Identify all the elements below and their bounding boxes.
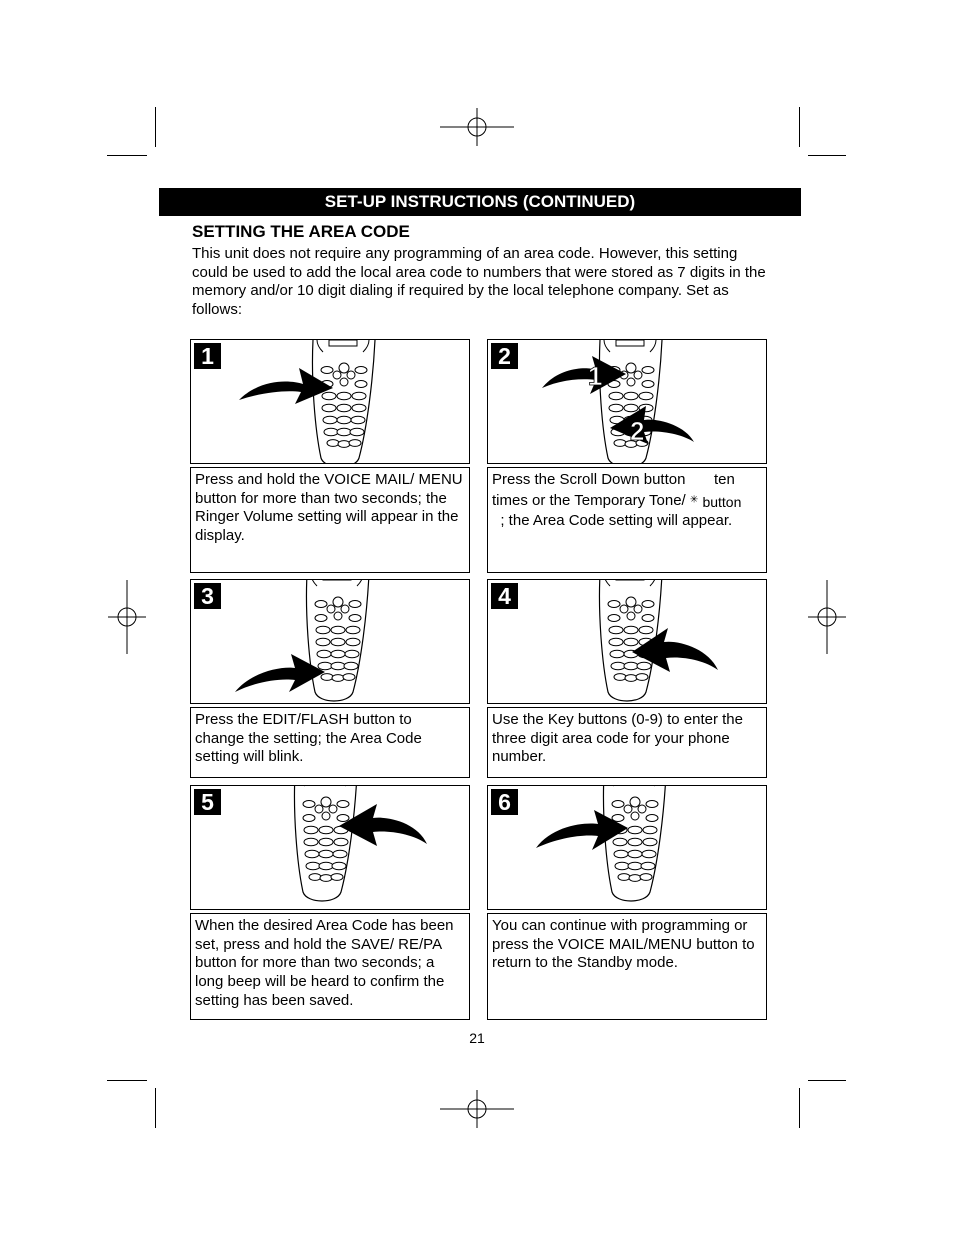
step-5-text-box [190,913,470,1020]
crop-mark [808,155,846,156]
registration-mark-icon [440,108,514,146]
step-5-illustration [190,785,470,910]
step-3-text: Press the EDIT/FLASH button to change the setting; the Area Code setting will blink. [195,711,422,766]
step-number-badge: 6 [491,789,518,815]
step-2-text-part: button [702,494,742,510]
crop-mark [808,1080,846,1081]
arrow-label-2: 2 [630,416,645,446]
step-1-text: Press and hold the VOICE MAIL/ MENU button for more than two seconds; the Ringer Volume setting will appear in the display. [195,471,463,545]
step-1-illustration [190,339,470,464]
step-2-text-part: ; the Area Code setting will appear. [500,512,733,529]
step-4-text: Use the Key buttons (0-9) to enter the three digit area code for your phone number. [492,711,743,766]
step-4-text-box [487,707,767,778]
section-title: SETTING THE AREA CODE [192,222,410,241]
step-number-badge: 3 [194,583,221,609]
step-number-badge: 5 [194,789,221,815]
step-6-text-box [487,913,767,1020]
step-4-illustration [487,579,767,704]
step-2-illustration [487,339,767,464]
step-2-text-part: ten [714,471,735,488]
crop-mark [799,1088,800,1128]
step-5-text: When the desired Area Code has been set, press and hold the SAVE/ RE/PA button for more than two seconds; a long beep will be heard to confirm the setting has been saved. [195,917,454,1009]
step-number-badge: 1 [194,343,221,369]
crop-mark [155,107,156,147]
arrow-label-1: 1 [588,361,603,391]
step-3-text-box [190,707,470,778]
step-number-badge: 4 [491,583,518,609]
crop-mark [799,107,800,147]
step-2-text-box [487,467,767,573]
crop-mark [107,1080,147,1081]
intro-paragraph: This unit does not require any programming of an area code. However, this setting could be used to add the local area code to numbers that were stored as 7 digits in the memory and/or 10 digit dialing if required by the local telephone company. Set as follows: [192,245,766,319]
registration-mark-icon [808,580,846,654]
section-header-bar: SET-UP INSTRUCTIONS (CONTINUED) [159,188,801,216]
step-2-text-part: Press the Scroll Down button [492,471,686,488]
step-6-illustration [487,785,767,910]
step-2-text-part: times or the Temporary Tone/ [492,492,686,509]
registration-mark-icon [440,1090,514,1128]
step-1-text-box [190,467,470,573]
step-6-text: You can continue with programming or press the VOICE MAIL/MENU button to return to the Standby mode. [492,917,755,972]
step-3-illustration [190,579,470,704]
page-number: 21 [469,1030,485,1046]
step-number-badge: 2 [491,343,518,369]
crop-mark [155,1088,156,1128]
crop-mark [107,155,147,156]
asterisk-icon: ✳ [689,494,699,506]
registration-mark-icon [108,580,146,654]
